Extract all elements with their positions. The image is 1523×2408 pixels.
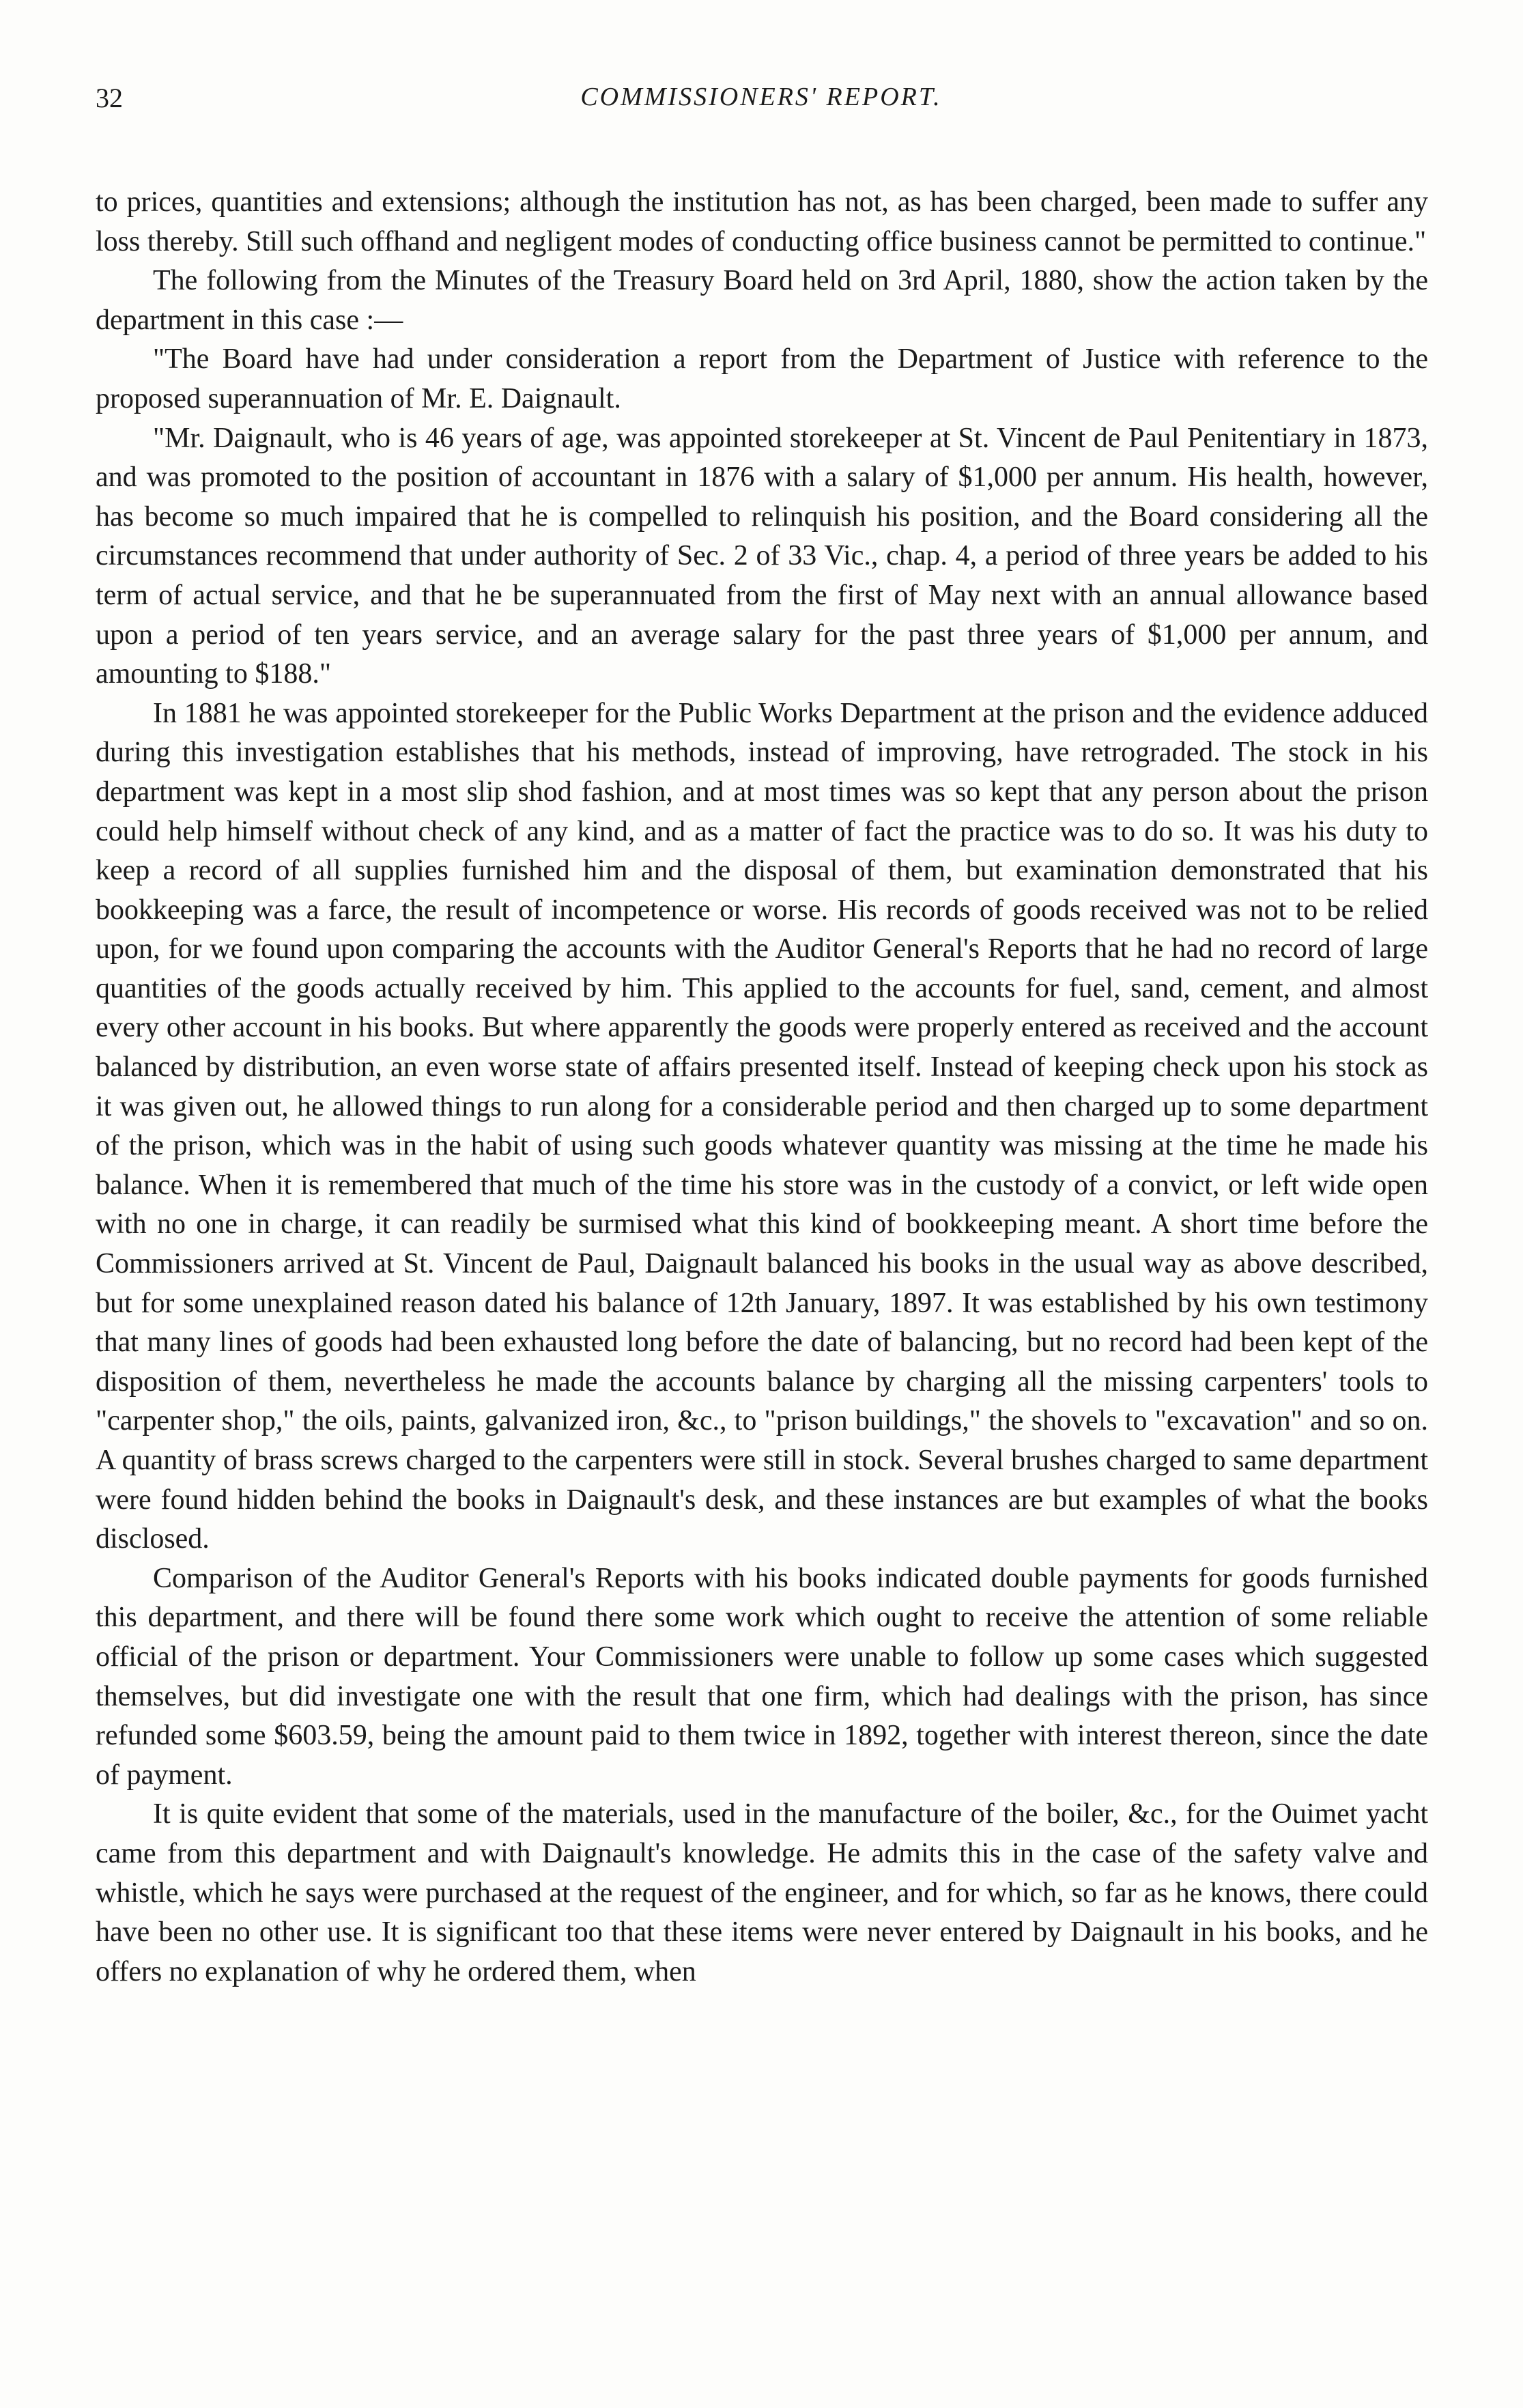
paragraph-board-quote: "The Board have had under consideration a report from the Department of Justice with reference to the proposed superannuation of Mr. E. Daignault. xyxy=(96,343,1428,414)
paragraph-treasury-minutes-intro: The following from the Minutes of the Treasury Board held on 3rd April, 1880, show the action taken by the department in this case :— xyxy=(96,265,1428,336)
paragraph-ouimet-yacht: It is quite evident that some of the materials, used in the manufacture of the boiler, &c., for the Ouimet yacht came from this department and with Daignault's knowledge. He admits this in the case of the safety valve and whistle, which he says were purchased at the request of the engineer, and for which, so far as he knows, there could have been no other use. It is significant too that these items were never entered by Daignault in his books, and he offers no explanation of why he ordered them, when xyxy=(96,1798,1428,1987)
running-title: COMMISSIONERS' REPORT. xyxy=(580,83,942,111)
paragraph-continuation: to prices, quantities and extensions; although the institution has not, as has been charged, been made to suffer any loss thereby. Still such offhand and negligent modes of conducting office business cannot be permitted to continue." xyxy=(96,186,1428,257)
body-text xyxy=(96,183,1428,1992)
paragraph-daignault-quote: "Mr. Daignault, who is 46 years of age, was appointed storekeeper at St. Vincent de Paul Penitentiary in 1873, and was promoted to the position of accountant in 1876 with a salary of $1,000 per annum. His health, however, has become so much impaired that he is compelled to relinquish his position, and the Board considering all the circumstances recommend that under authority of Sec. 2 of 33 Vic., chap. 4, a period of three years be added to his term of actual service, and that he be superannuated from the first of May next with an annual allowance based upon a period of ten years service, and an average salary for the past three years of $1,000 per annum, and amounting to $188." xyxy=(96,422,1428,690)
paragraph-auditor-comparison: Comparison of the Auditor General's Reports with his books indicated double payments for goods furnished this department, and there will be found there some work which ought to receive the attention of some reliable official of the prison or department. Your Commissioners were unable to follow up some cases which suggested themselves, but did investigate one with the result that one firm, which had dealings with the prison, has since refunded some $603.59, being the amount paid to them twice in 1892, together with interest thereon, since the date of payment. xyxy=(96,1562,1428,1791)
paragraph-storekeeper-1881: In 1881 he was appointed storekeeper for the Public Works Department at the prison and the evidence adduced during this investigation establishes that his methods, instead of improving, have retrograded. The stock in his department was kept in a most slip shod fashion, and at most times was so kept that any person about the prison could help himself without check of any kind, and as a matter of fact the practice was to do so. It was his duty to keep a record of all supplies furnished him and the disposal of them, but examination demonstrated that his bookkeeping was a farce, the result of incompetence or worse. His records of goods received was not to be relied upon, for we found upon comparing the accounts with the Auditor General's Reports that he had no record of large quantities of the goods actually received by him. This applied to the accounts for fuel, sand, cement, and almost every other account in his books. But where apparently the goods were properly entered as received and the account balanced by distribution, an even worse state of affairs presented itself. Instead of keeping check upon his stock as it was given out, he allowed things to run along for a considerable period and then charged up to some department of the prison, which was in the habit of using such goods whatever quantity was missing at the time he made his balance. When it is remembered that much of the time his store was in the custody of a convict, or left wide open with no one in charge, it can readily be surmised what this kind of bookkeeping meant. A short time before the Commissioners arrived at St. Vincent de Paul, Daignault balanced his books in the usual way as above described, but for some unexplained reason dated his balance of 12th January, 1897. It was established by his own testimony that many lines of goods had been exhausted long before the date of balancing, but no record had been kept of the disposition of them, nevertheless he made the accounts balance by charging all the missing carpenters' tools to "carpenter shop," the oils, paints, galvanized iron, &c., to "prison buildings," the shovels to "excavation" and so on. A quantity of brass screws charged to the carpenters were still in stock. Several brushes charged to same department were found hidden behind the books in Daignault's desk, and these instances are but examples of what the books disclosed. xyxy=(96,697,1428,1555)
page-number: 32 xyxy=(96,83,123,113)
page-header xyxy=(96,82,1427,123)
